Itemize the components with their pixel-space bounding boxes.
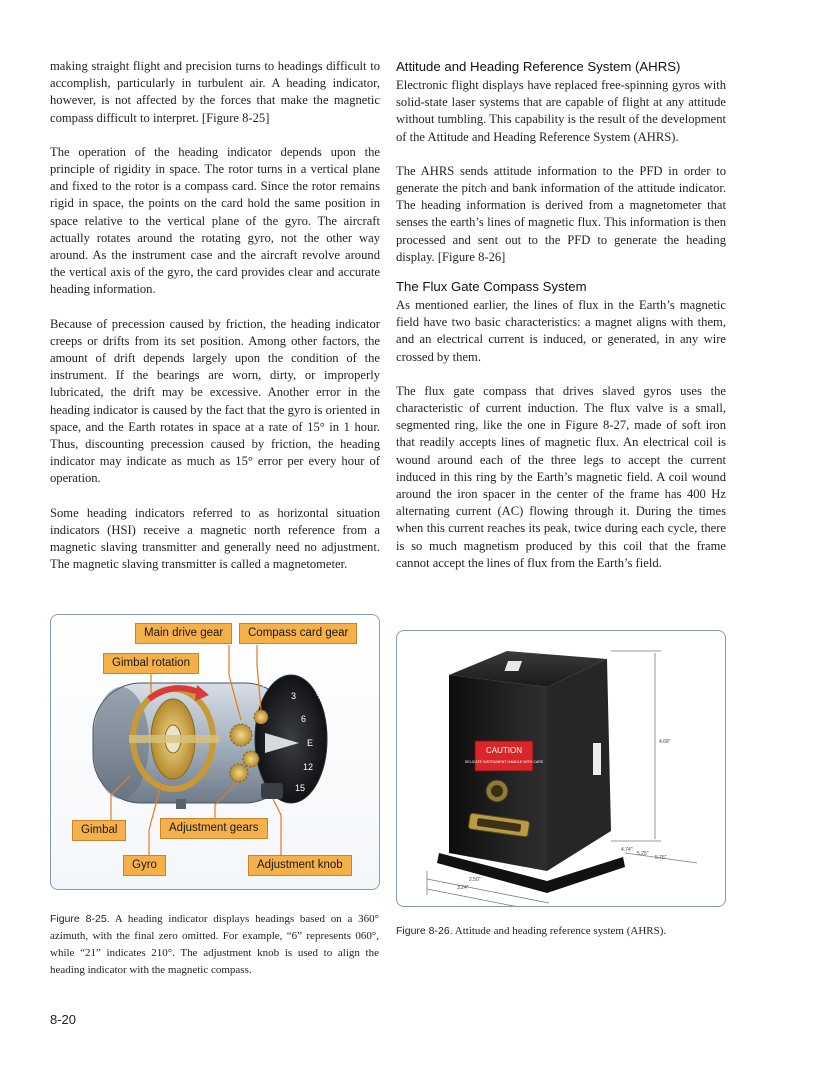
callout-adjustment-gears: Adjustment gears — [160, 818, 268, 839]
paragraph: As mentioned earlier, the lines of flux in the Earth’s magnetic field have two basic characteristics: a magnet aligns with them, and an electrical current is induced, or generated, in any wire crossed by them. — [396, 298, 726, 364]
dial-mark: 6 — [301, 714, 307, 724]
caution-subtext: DELICATE INSTRUMENT HANDLE WITH CARE — [464, 760, 544, 764]
caption-label: Figure 8-26. — [396, 925, 453, 937]
paragraph: making straight flight and precision turns to headings difficult to accomplish, particularly in turbulent air. A heading indicator, however, is not affected by the forces that make the magnetic compass difficult to interpret. [Figure 8-25] — [50, 59, 380, 125]
paragraph: The AHRS sends attitude information to the PFD in order to generate the pitch and bank information of the attitude indicator. The heading information is derived from a magnetometer that senses the earth’s lines of magnetic flux. This information is then processed and sent out to the PFD to generate the heading display. [Figure 8-26] — [396, 163, 726, 264]
paragraph: The operation of the heading indicator depends upon the principle of rigidity in space. The rotor turns in a vertical plane and fixed to the rotor is a compass card. Since the rotor remains rigid in space, the points on the card hold the same position in space relative to the vertical plane of the gyro. The aircraft actually rotates around the rotating gyro, not the other way around. As the instrument case and the aircraft revolve around the vertical axis of the gyro, the card provides clear and accurate heading information. — [50, 144, 380, 297]
caption-label: Figure 8-25. — [50, 913, 110, 925]
caption-text: A heading indicator displays headings based on a 360° azimuth, with the final zero omitted. For example, “6” represents 060°, while “21” indicates 210°. The adjustment knob is used to align the heading indicator with the magnetic compass. — [50, 913, 379, 976]
dimension-label: 5.76" — [655, 855, 667, 861]
ahrs-unit-illustration — [397, 631, 725, 906]
adjustment-knob — [261, 783, 283, 799]
figure-ahrs-unit — [396, 630, 726, 907]
dial-mark: 12 — [303, 762, 314, 772]
paragraph: The flux gate compass that drives slaved gyros uses the characteristic of current induction. The flux valve is a small, segmented ring, like the one in Figure 8-27, made of soft iron that readily accepts lines of magnetic flux. An electrical coil is wound around each of the three legs to accept the current induced in this ring by the Earth’s magnetic field. A coil wound around the iron spacer in the center of the frame has 400 Hz alternating current (AC) flowing through it. During the times when this current reaches its peak, twice during each cycle, there is so much magnetism produced by this coil that the frame cannot accept the lines of flux from the Earth’s field. — [396, 383, 726, 570]
dial-mark: E — [307, 738, 314, 748]
dimension-label: 3.24" — [457, 885, 469, 891]
callout-adjustment-knob: Adjustment knob — [248, 855, 352, 876]
callout-compass-card-gear: Compass card gear — [239, 623, 357, 644]
section-heading-ahrs: Attitude and Heading Reference System (AHRS) — [396, 59, 681, 74]
compass-card-dial — [255, 666, 331, 803]
callout-gimbal-rotation: Gimbal rotation — [103, 653, 199, 674]
dimension-label: 5.25" — [637, 851, 649, 857]
dimension-label: 4.74" — [621, 847, 633, 853]
ahrs-box — [437, 651, 625, 893]
paragraph: Because of precession caused by friction, the heading indicator creeps or drifts from its set position. Among other factors, the amount of drift depends largely upon the condition of the instrument. If the bearings are worn, dirty, or improperly lubricated, the drift may be excessive. Another error in the heading indicator is caused by the fact that the gyro is oriented in space, and the Earth rotates in space at a rate of 15° in 1 hour. Thus, discounting precession caused by friction, the heading indicator may indicate as much as 15° error per every hour of operation. — [50, 316, 380, 486]
callout-gimbal: Gimbal — [72, 820, 126, 841]
paragraph: Some heading indicators referred to as horizontal situation indicators (HSI) receive a magnetic north reference from a magnetic slaving transmitter and generally need no adjustment. The magnetic slaving transmitter is called a magnetometer. — [50, 505, 380, 572]
left-column — [50, 58, 380, 573]
dimension-label: 2.50" — [469, 877, 481, 883]
dimension-height: 4.68" — [659, 739, 671, 745]
right-column — [396, 58, 726, 572]
paragraph: Electronic flight displays have replaced free-spinning gyros with solid-state laser systems that are capable of flight at any attitude without tumbling. This capability is the result of the development of the Attitude and Heading Reference System (AHRS). — [396, 78, 726, 144]
page-number: 8-20 — [50, 1012, 77, 1027]
section-heading-flux-gate: The Flux Gate Compass System — [396, 279, 587, 295]
figure-caption-8-25 — [50, 911, 379, 979]
callout-gyro: Gyro — [123, 855, 166, 876]
dial-mark: 15 — [295, 783, 306, 793]
heading-indicator-illustration — [51, 615, 379, 889]
side-connector — [593, 743, 601, 775]
figure-caption-8-26 — [396, 923, 725, 940]
caption-text: Attitude and heading reference system (AHRS). — [452, 925, 667, 937]
dial-mark: 3 — [291, 691, 297, 701]
caution-title: CAUTION — [486, 746, 522, 755]
figure-heading-indicator — [50, 614, 380, 890]
callout-main-drive-gear: Main drive gear — [135, 623, 232, 644]
